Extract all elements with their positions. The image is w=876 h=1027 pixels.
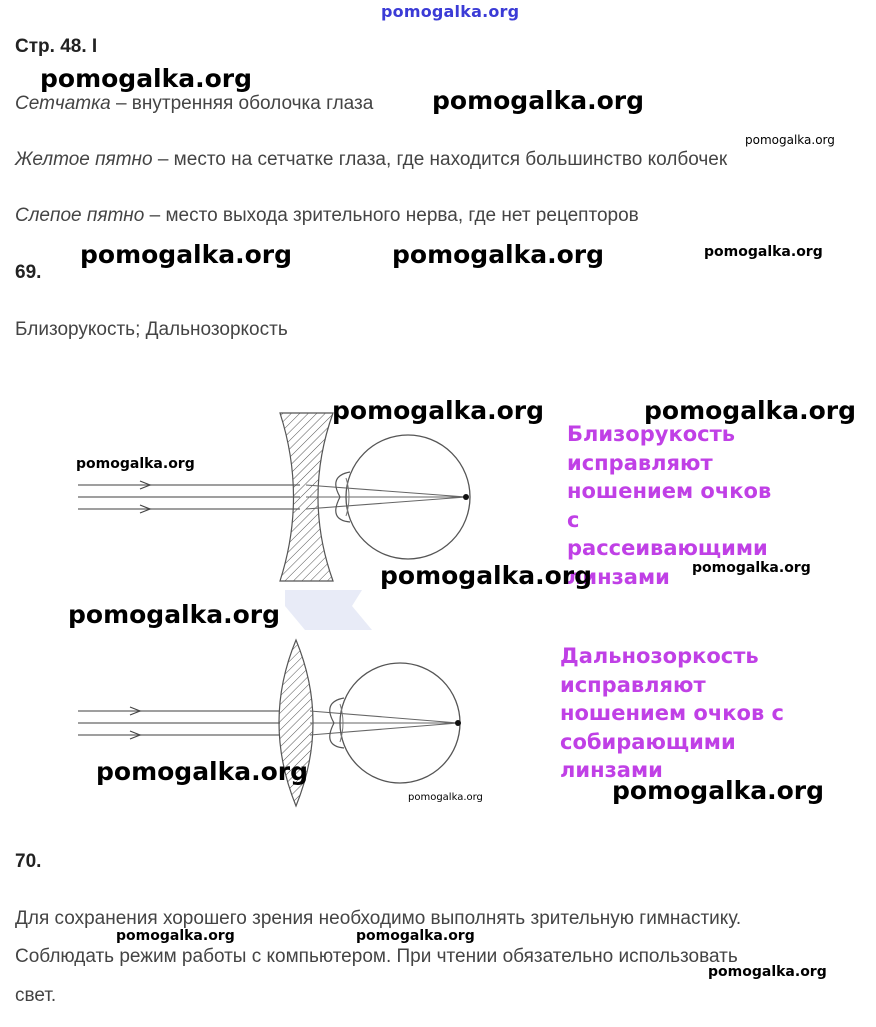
- focus-point: [463, 494, 469, 500]
- note-line: Дальнозоркость: [560, 644, 759, 668]
- note-line: с: [567, 507, 580, 532]
- watermark: pomogalka.org: [40, 64, 253, 93]
- watermark: pomogalka.org: [644, 396, 857, 425]
- watermark: pomogalka.org: [76, 456, 195, 472]
- watermark: pomogalka.org: [708, 964, 827, 980]
- watermark: pomogalka.org: [692, 560, 811, 576]
- hyperopia-note: [560, 642, 784, 785]
- watermark: pomogalka.org: [704, 244, 823, 260]
- watermark: pomogalka.org: [380, 561, 593, 590]
- note-line: собирающими: [560, 729, 736, 754]
- note-line: ношением очков с: [560, 701, 784, 725]
- note-line: линзами: [567, 564, 670, 589]
- task-69-answer: Близорукость; Дальнозоркость: [15, 319, 288, 340]
- term-blind-spot: Слепое пятно: [15, 205, 145, 226]
- note-line: рассеивающими: [567, 536, 768, 560]
- header-watermark: pomogalka.org: [381, 2, 520, 21]
- task-70-number: 70.: [15, 851, 42, 872]
- term-yellow-spot: Желтое пятно: [15, 149, 153, 170]
- myopia-diagram: [78, 413, 470, 581]
- watermark: pomogalka.org: [80, 240, 293, 269]
- watermark: pomogalka.org: [96, 757, 309, 786]
- watermark: pomogalka.org: [745, 133, 835, 147]
- note-line: исправляют: [567, 450, 713, 475]
- note-line: линзами: [560, 758, 663, 782]
- task-69-number: 69.: [15, 262, 42, 283]
- transition-arrow: [285, 590, 372, 630]
- term-retina: Сетчатка: [15, 93, 111, 114]
- watermark: pomogalka.org: [408, 792, 483, 803]
- task-70-line: Для сохранения хорошего зрения необходимо выполнять зрительную гимнастику.: [15, 908, 742, 929]
- watermark: pomogalka.org: [332, 396, 545, 425]
- definition-text: – внутренняя оболочка глаза: [110, 93, 374, 114]
- watermark: pomogalka.org: [432, 86, 645, 115]
- watermark: pomogalka.org: [612, 776, 825, 805]
- watermark: pomogalka.org: [116, 928, 235, 944]
- task-70-line: Соблюдать режим работы с компьютером. При чтении обязательно использовать: [15, 946, 738, 967]
- watermark: pomogalka.org: [356, 928, 475, 944]
- note-line: ношением очков: [567, 479, 772, 503]
- definition-text: – место на сетчатке глаза, где находится большинство колбочек: [152, 149, 728, 170]
- watermark: pomogalka.org: [392, 240, 605, 269]
- definition-text: – место выхода зрительного нерва, где нет рецепторов: [144, 205, 639, 226]
- watermark: pomogalka.org: [68, 600, 281, 629]
- note-line: исправляют: [560, 672, 706, 697]
- focus-point: [455, 720, 461, 726]
- task-70-line: свет.: [15, 985, 57, 1006]
- note-line: Близорукость: [567, 422, 736, 446]
- page-title: Стр. 48. I: [15, 36, 98, 57]
